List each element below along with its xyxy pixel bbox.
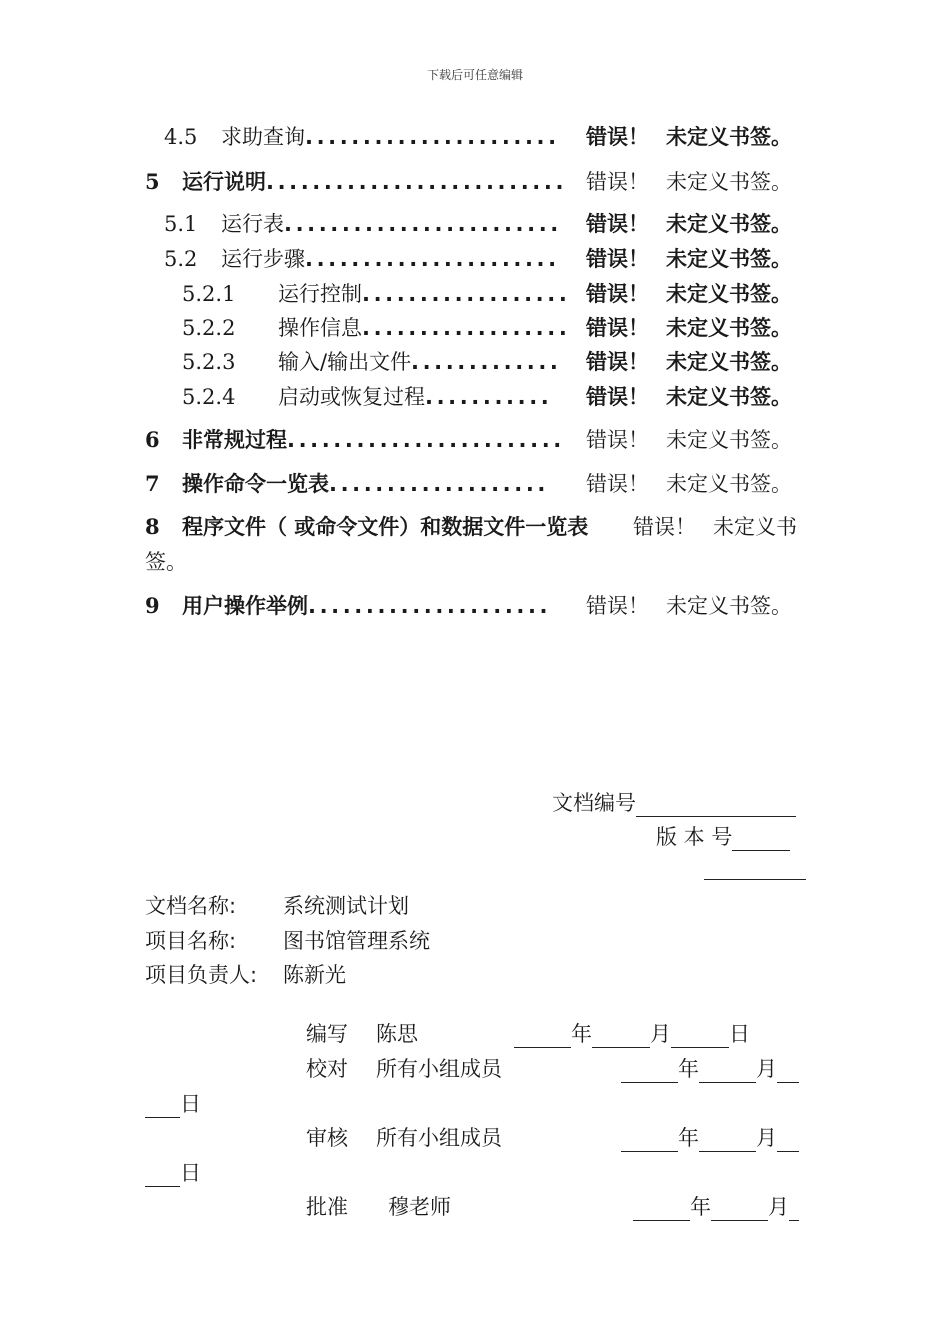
- year-blank[interactable]: [633, 1198, 690, 1221]
- toc-number: 5.2.2: [182, 316, 236, 340]
- toc-title: 操作信息: [278, 316, 362, 340]
- toc-item[interactable]: [0, 279, 950, 309]
- review-label: 审核: [306, 1126, 348, 1150]
- approve-date: [633, 1191, 799, 1221]
- toc-leader-dots: ..................: [362, 282, 571, 306]
- toc-error-message: 未定义书签。: [666, 594, 792, 618]
- toc-leader-dots: .....................: [308, 594, 552, 618]
- toc-error-message: 未定义书签。: [666, 428, 792, 452]
- toc-error: 错误！: [586, 472, 649, 496]
- toc-item[interactable]: [0, 313, 950, 343]
- toc-number: 5: [145, 169, 160, 194]
- toc-item[interactable]: [0, 347, 950, 377]
- project-lead-value: 陈新光: [283, 963, 346, 987]
- version-field: [656, 821, 790, 851]
- day-blank-wrap[interactable]: [145, 1095, 180, 1118]
- year-label: 年: [571, 1022, 592, 1046]
- toc-item[interactable]: [0, 469, 950, 499]
- day-blank[interactable]: [789, 1198, 799, 1221]
- month-label: 月: [756, 1057, 777, 1081]
- day-blank-wrap[interactable]: [145, 1164, 180, 1187]
- toc-leader-dots: ...........: [425, 385, 553, 409]
- toc-leader-dots: ......................: [305, 125, 560, 149]
- toc-error: 错误！: [586, 594, 649, 618]
- month-label: 月: [756, 1126, 777, 1150]
- toc-number: 4.5: [164, 125, 198, 149]
- version-blank[interactable]: [732, 828, 790, 851]
- toc-title: 程序文件（ 或命令文件）和数据文件一览表: [182, 515, 589, 539]
- toc-item[interactable]: [0, 425, 950, 455]
- month-label: 月: [650, 1022, 671, 1046]
- toc-item-9[interactable]: [0, 591, 950, 621]
- toc-title: 运行表: [221, 212, 284, 236]
- toc-error-message: 未定义书签。: [666, 125, 792, 149]
- project-name-label: 项目名称:: [145, 929, 237, 953]
- toc-title: 非常规过程: [182, 428, 287, 452]
- toc-error-message: 未定义书签。: [666, 385, 792, 409]
- toc-number: 8: [145, 514, 160, 539]
- toc-number: 6: [145, 427, 160, 452]
- day-label: 日: [729, 1022, 750, 1046]
- toc-error-message: 未定义书签。: [666, 472, 792, 496]
- check-date-wrap: [145, 1088, 201, 1118]
- toc-leader-dots: .............: [411, 350, 562, 374]
- review-date-wrap: [145, 1157, 201, 1187]
- toc-error: 错误！: [586, 350, 649, 374]
- toc-error-message: 未定义书签。: [666, 282, 792, 306]
- version-blank-continued: [704, 856, 806, 880]
- toc-error: 错误！: [586, 125, 649, 149]
- doc-number-label: 文档编号: [552, 791, 636, 815]
- toc-number: 7: [145, 471, 160, 496]
- day-label: 日: [180, 1161, 201, 1185]
- year-label: 年: [690, 1195, 711, 1219]
- toc-title: 运行控制: [278, 282, 362, 306]
- toc-item[interactable]: [0, 209, 950, 239]
- check-date: [621, 1053, 799, 1083]
- day-label: 日: [180, 1092, 201, 1116]
- page-header: 下载后可任意编辑: [426, 68, 523, 82]
- toc-item-8-wrap: [0, 547, 950, 577]
- toc-number: 5.2: [164, 247, 198, 271]
- toc-leader-dots: ......................: [305, 247, 560, 271]
- toc-leader-dots: ..........................: [266, 170, 568, 194]
- check-name: 所有小组成员: [376, 1057, 502, 1081]
- version-blank-2[interactable]: [704, 857, 806, 880]
- toc-error-message: 未定义书签。: [666, 247, 792, 271]
- version-label: 版 本 号: [656, 825, 733, 849]
- toc-error: 错误！: [633, 515, 696, 539]
- toc-title: 启动或恢复过程: [278, 385, 425, 409]
- toc-number: 5.2.3: [182, 350, 236, 374]
- day-blank[interactable]: [777, 1060, 799, 1083]
- toc-title: 输入/输出文件: [278, 350, 412, 374]
- toc-error: 错误！: [586, 385, 649, 409]
- toc-number: 5.2.1: [182, 282, 236, 306]
- toc-title: 运行步骤: [221, 247, 305, 271]
- doc-name-row: [145, 890, 236, 920]
- toc-leader-dots: ........................: [287, 428, 565, 452]
- year-label: 年: [678, 1126, 699, 1150]
- toc-error-message: 未定义书签。: [666, 212, 792, 236]
- toc-error-message: 未定义书签。: [666, 170, 792, 194]
- doc-number-blank[interactable]: [636, 794, 796, 817]
- toc-error: 错误！: [586, 428, 649, 452]
- toc-error: 错误！: [586, 247, 649, 271]
- year-blank[interactable]: [514, 1025, 571, 1048]
- doc-name-value: 系统测试计划: [283, 894, 409, 918]
- toc-error: 错误！: [586, 282, 649, 306]
- year-label: 年: [678, 1057, 699, 1081]
- toc-leader-dots: ...................: [329, 472, 549, 496]
- project-lead-label: 项目负责人:: [145, 963, 258, 987]
- toc-title: 操作命令一览表: [182, 472, 329, 496]
- month-blank[interactable]: [711, 1198, 768, 1221]
- toc-item[interactable]: [0, 382, 950, 412]
- toc-number: 5.1: [164, 212, 198, 236]
- approve-label: 批准: [306, 1195, 348, 1219]
- month-blank[interactable]: [699, 1060, 756, 1083]
- toc-error: 错误！: [586, 170, 649, 194]
- toc-item-8[interactable]: [0, 512, 950, 542]
- write-date: [514, 1018, 750, 1048]
- review-name: 所有小组成员: [376, 1126, 502, 1150]
- approve-name: 穆老师: [388, 1195, 451, 1219]
- review-date: [621, 1122, 799, 1152]
- year-blank[interactable]: [621, 1129, 678, 1152]
- toc-title: 求助查询: [221, 125, 305, 149]
- day-blank[interactable]: [671, 1025, 729, 1048]
- toc-error-message: 未定义书: [713, 515, 797, 539]
- toc-number: 5.2.4: [182, 385, 236, 409]
- toc-item[interactable]: [0, 244, 950, 274]
- month-blank[interactable]: [592, 1025, 650, 1048]
- toc-error-message: 未定义书签。: [666, 316, 792, 340]
- project-name-value: 图书馆管理系统: [283, 929, 430, 953]
- toc-title: 运行说明: [182, 170, 266, 194]
- toc-wrap-text: 签。: [145, 550, 187, 574]
- month-blank[interactable]: [699, 1129, 756, 1152]
- doc-name-label: 文档名称:: [145, 894, 237, 918]
- toc-number: 9: [145, 593, 160, 618]
- toc-error: 错误！: [586, 316, 649, 340]
- toc-leader-dots: ........................: [284, 212, 562, 236]
- toc-item[interactable]: [0, 167, 950, 197]
- toc-title: 用户操作举例: [182, 594, 308, 618]
- doc-number-field: [552, 787, 796, 817]
- check-label: 校对: [306, 1057, 348, 1081]
- toc-leader-dots: ..................: [362, 316, 571, 340]
- toc-error-message: 未定义书签。: [666, 350, 792, 374]
- write-name: 陈思: [376, 1022, 418, 1046]
- toc-error: 错误！: [586, 212, 649, 236]
- year-blank[interactable]: [621, 1060, 678, 1083]
- day-blank[interactable]: [777, 1129, 799, 1152]
- month-label: 月: [768, 1195, 789, 1219]
- write-label: 编写: [306, 1022, 348, 1046]
- toc-item[interactable]: [0, 122, 950, 152]
